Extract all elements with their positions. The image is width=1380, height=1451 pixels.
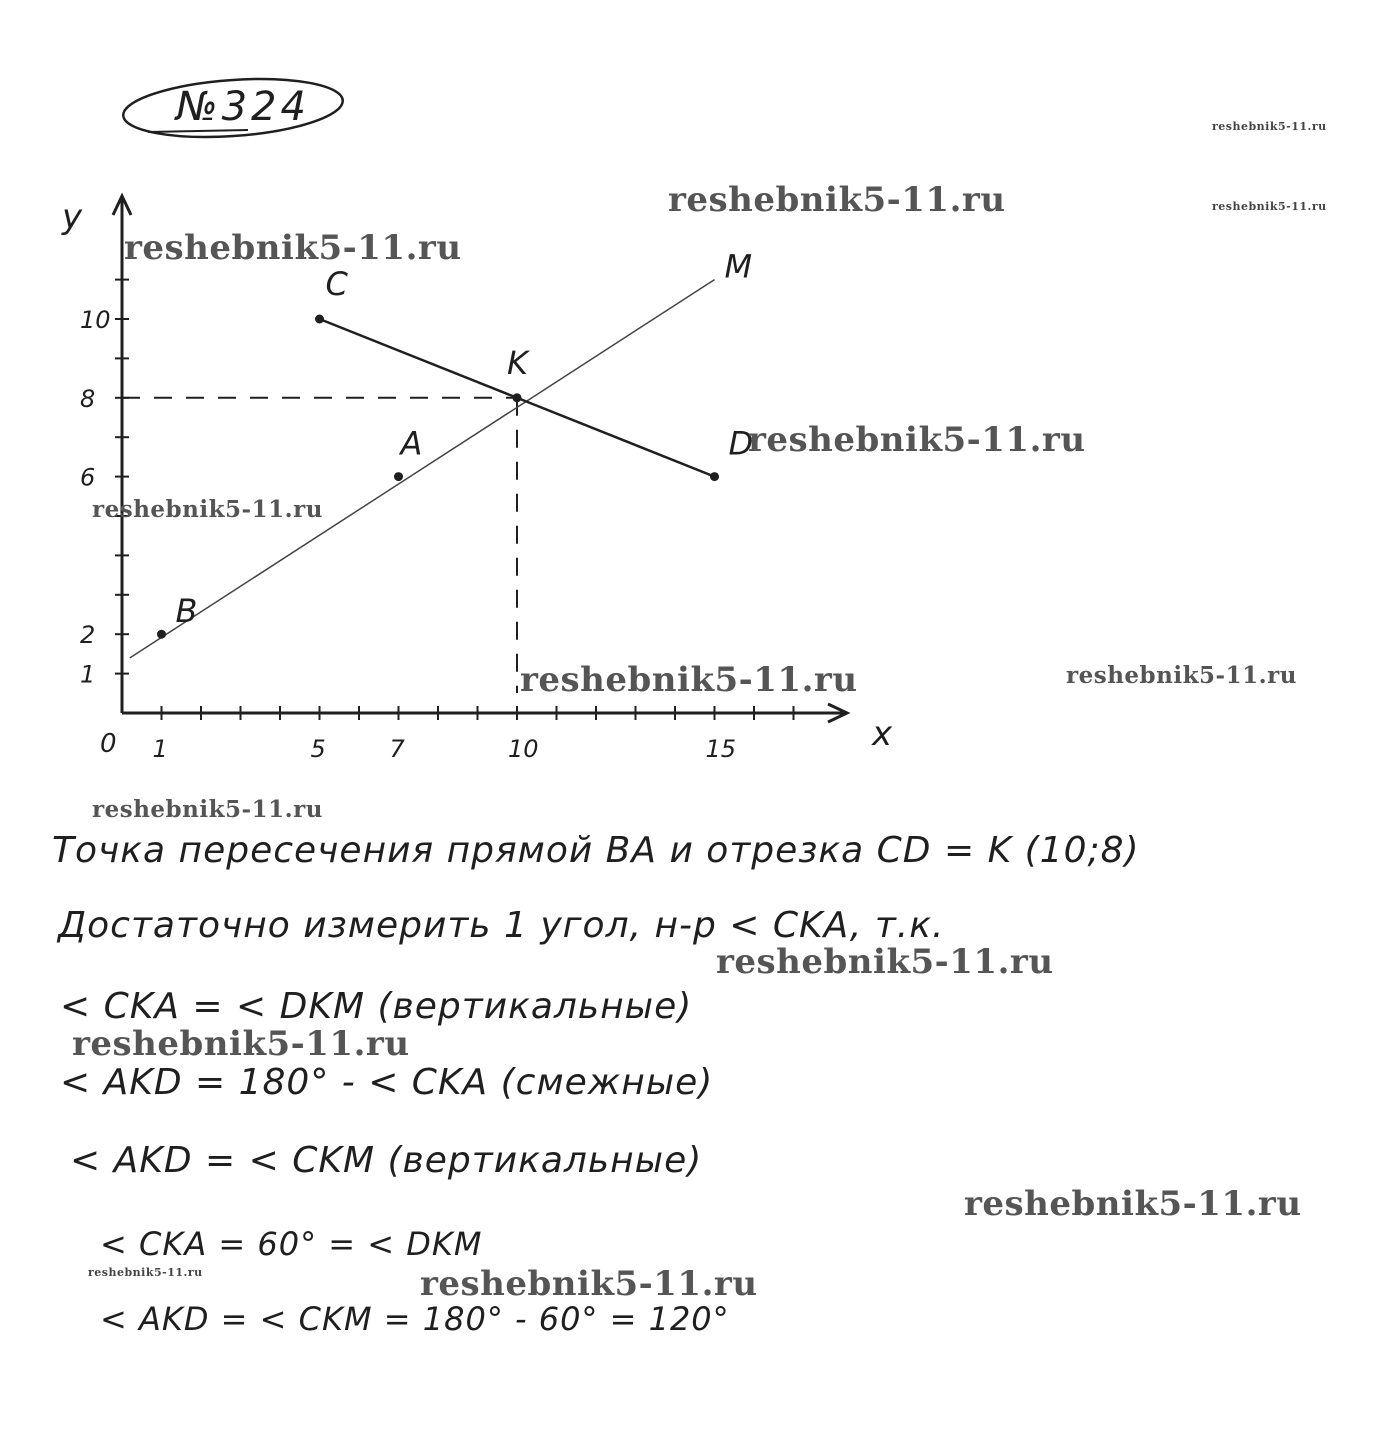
point-label-c: C — [325, 265, 348, 303]
point-label-k: K — [507, 343, 528, 382]
y-tick-label: 6 — [80, 463, 96, 492]
watermark: reshebnik5-11.ru — [748, 420, 1086, 460]
watermark: reshebnik5-11.ru — [88, 1266, 203, 1279]
origin-label: 0 — [100, 729, 117, 759]
point-label-b: B — [175, 592, 198, 631]
watermark: reshebnik5-11.ru — [964, 1184, 1302, 1224]
watermark: reshebnik5-11.ru — [520, 660, 858, 700]
watermark: reshebnik5-11.ru — [72, 1024, 410, 1064]
point-a — [394, 472, 403, 481]
line-ba — [130, 280, 715, 658]
solution-line-3: < CKA = < DKM (вертикальные) — [60, 986, 693, 1027]
watermark: reshebnik5-11.ru — [92, 496, 323, 523]
point-b — [157, 630, 166, 639]
y-axis-label: y — [62, 197, 83, 237]
watermark: reshebnik5-11.ru — [124, 228, 462, 268]
point-label-a: A — [400, 424, 423, 463]
y-tick-label: 2 — [80, 621, 96, 650]
point-label-d: D — [728, 424, 754, 463]
solution-line-4: < AKD = 180° - < CKA (смежные) — [60, 1062, 714, 1103]
point-d — [710, 472, 719, 481]
watermark: reshebnik5-11.ru — [716, 942, 1054, 982]
solution-line-1: Точка пересечения прямой BA и отрезка CD = K (10;8) — [52, 830, 1140, 871]
solution-line-7: < AKD = < CKM = 180° - 60° = 120° — [100, 1300, 730, 1338]
watermark: reshebnik5-11.ru — [92, 796, 323, 823]
solution-line-5: < AKD = < CKM (вертикальные) — [70, 1140, 703, 1181]
plot-marks — [122, 248, 753, 693]
x-axis-label: x — [872, 714, 893, 754]
watermark: reshebnik5-11.ru — [668, 180, 1006, 220]
x-tick-label: 7 — [389, 735, 405, 763]
y-tick-label: 10 — [80, 306, 111, 334]
y-tick-label: 8 — [80, 384, 96, 413]
point-k — [513, 393, 522, 402]
point-label-m: M — [724, 247, 753, 286]
y-tick-label: 1 — [80, 660, 96, 689]
point-c — [315, 315, 324, 324]
x-tick-label: 5 — [310, 735, 326, 763]
watermark: reshebnik5-11.ru — [1066, 662, 1297, 689]
x-tick-label: 10 — [508, 735, 539, 763]
x-tick-label: 15 — [705, 735, 737, 763]
watermark: reshebnik5-11.ru — [420, 1264, 758, 1304]
watermark: reshebnik5-11.ru — [1212, 200, 1327, 213]
watermark: reshebnik5-11.ru — [1212, 120, 1327, 133]
problem-number: №324 — [176, 84, 310, 130]
x-tick-label: 1 — [152, 735, 168, 763]
solution-line-2: Достаточно измерить 1 угол, н-р < CKA, т.к. — [58, 905, 945, 946]
solution-line-6: < CKA = 60° = < DKM — [100, 1225, 483, 1263]
